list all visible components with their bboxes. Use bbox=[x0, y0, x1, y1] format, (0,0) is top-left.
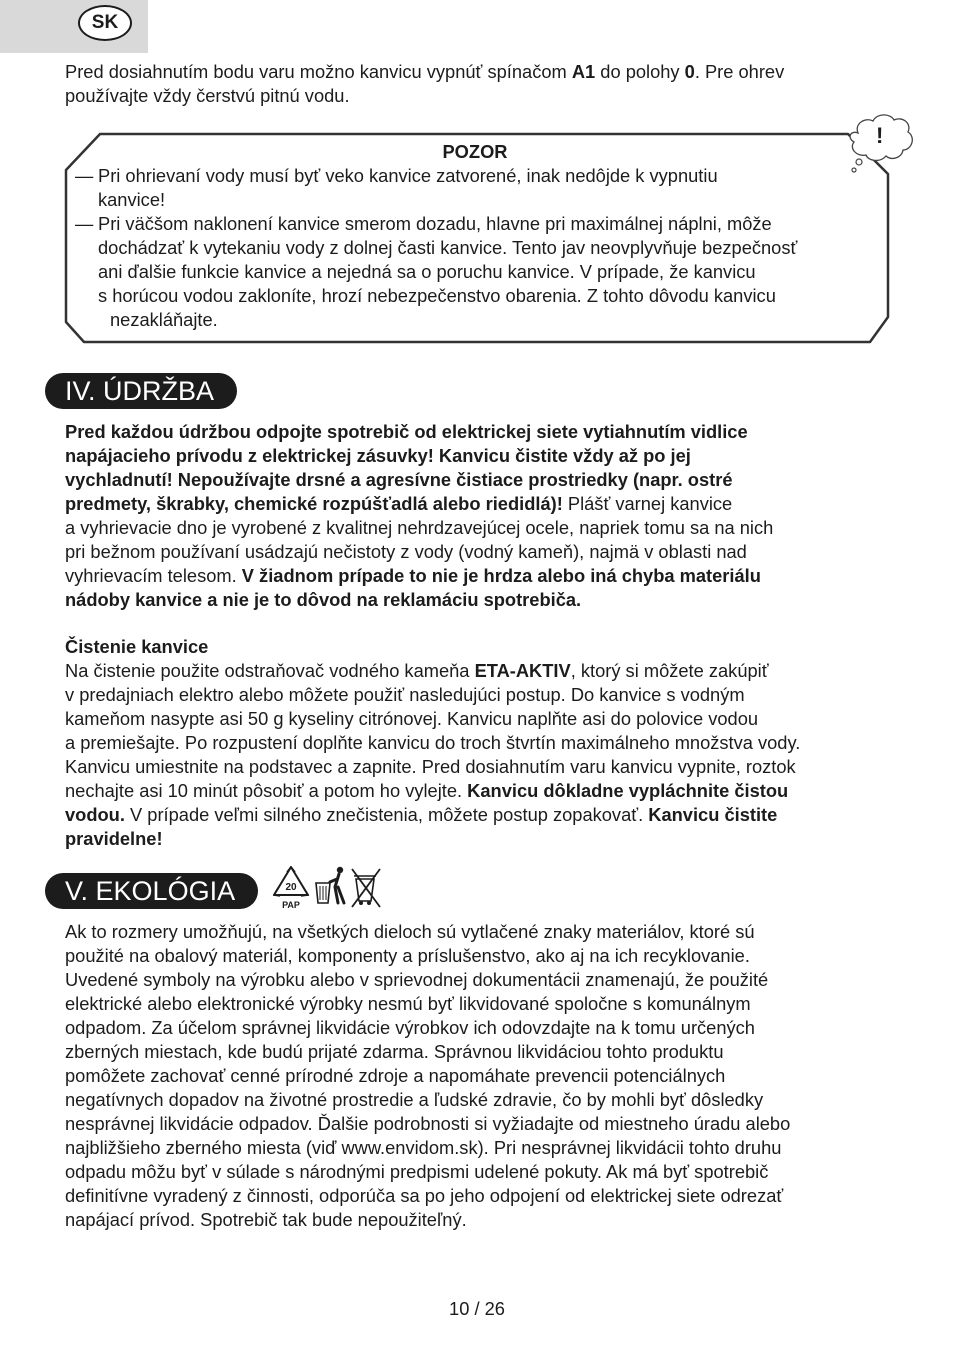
recycle-pap-icon bbox=[274, 867, 308, 910]
maintenance-bold-1: Pred každou údržbou odpojte spotrebič od elektrickej siete vytiahnutím vidlice bbox=[65, 421, 748, 442]
intro-text-2: do polohy bbox=[595, 61, 685, 82]
warning-item-1 bbox=[75, 164, 888, 212]
language-badge: SK bbox=[78, 5, 132, 41]
intro-text-1: Pred dosiahnutím bodu varu možno kanvicu vypnúť spínačom bbox=[65, 61, 572, 82]
warning-item-2-line-1: Pri väčšom naklonení kanvice smerom dozadu, hlavne pri maximálnej náplni, môže bbox=[98, 213, 772, 234]
ecology-line: elektrické alebo elektronické výrobky nesmú byť likvidované spoločne s komunálnym bbox=[65, 993, 751, 1014]
cleaning-text-7: V prípade veľmi silného znečistenia, môžete postup zopakovať. bbox=[124, 804, 649, 825]
switch-label: A1 bbox=[571, 61, 596, 82]
cleaning-paragraph bbox=[65, 635, 895, 851]
maintenance-paragraph bbox=[65, 420, 895, 612]
warning-item-2 bbox=[75, 212, 888, 332]
ecology-line: zberných miestach, kde budú prijaté zdarma. Správnou likvidáciou tohto produktu bbox=[65, 1041, 724, 1062]
recycle-material: PAP bbox=[282, 900, 300, 910]
cleaning-bold-7b: Kanvicu čistite bbox=[648, 804, 778, 825]
cleaning-line-3: kameňom nasypte asi 50 g kyseliny citrónovej. Kanvicu naplňte asi do polovice vodou bbox=[65, 708, 759, 729]
cleaning-bold-8: pravidelne! bbox=[65, 828, 163, 849]
ecology-line: pomôžete zachovať cenné prírodné zdroje a napomáhate prevencii potenciálnych bbox=[65, 1065, 726, 1086]
ecology-line: najbližšieho zberného miesta (viď www.envidom.sk). Pri nesprávnej likvidácii tohto druhu bbox=[65, 1137, 782, 1158]
cleaning-bold-6: Kanvicu dôkladne vypláchnite čistou bbox=[467, 780, 789, 801]
warning-item-2-line-2: dochádzať k vytekaniu vody z dolnej časti kanvice. Tento jav neovplyvňuje bezpečnosť bbox=[98, 237, 798, 258]
warning-item-1-line-1: Pri ohrievaní vody musí byť veko kanvice zatvorené, inak nedôjde k vypnutiu bbox=[98, 165, 718, 186]
cleaning-text-6: nechajte asi 10 minút pôsobiť a potom ho vylejte. bbox=[65, 780, 468, 801]
maintenance-bold-2: napájacieho prívodu z elektrickej zásuvky! Kanvicu čistite vždy až po jej bbox=[65, 445, 691, 466]
ecology-icons bbox=[272, 865, 384, 911]
cleaning-text-1b: , ktorý si môžete zakúpiť bbox=[570, 660, 769, 681]
maintenance-bold-8: nádoby kanvice a nie je to dôvod na reklamáciu spotrebiča. bbox=[65, 589, 582, 610]
crossed-wheelie-bin-icon bbox=[352, 869, 380, 907]
intro-line-2: používajte vždy čerstvú pitnú vodu. bbox=[65, 85, 350, 106]
warning-symbol: ! bbox=[876, 123, 884, 148]
maintenance-text-6: pri bežnom používaní usádzajú nečistoty z vody (vodný kameň), najmä v oblasti nad bbox=[65, 541, 747, 562]
ecology-line: negatívnych dopadov na životné prostredie a ľudské zdravie, čo by mohli byť dôsledky bbox=[65, 1089, 764, 1110]
cleaning-subheading: Čistenie kanvice bbox=[65, 636, 209, 657]
warning-item-2-line-4: s horúcou vodou zakloníte, hrozí nebezpečenstvo obarenia. Z tohto dôvodu kanvicu bbox=[98, 285, 776, 306]
ecology-line: použité na obalový materiál, komponenty a príslušenstvo, ako aj na ich recyklovanie. bbox=[65, 945, 750, 966]
warning-item-1-line-2: kanvice! bbox=[98, 189, 166, 210]
cleaning-line-4: a premiešajte. Po rozpustení doplňte kanvicu do troch štvrtín maximálneho množstva vody. bbox=[65, 732, 801, 753]
position-label: 0 bbox=[684, 61, 695, 82]
trash-person-icon bbox=[316, 867, 344, 903]
maintenance-bold-3: vychladnutí! Nepoužívajte drsné a agresívne čistiace prostriedky (napr. ostré bbox=[65, 469, 733, 490]
ecology-line: nesprávnej likvidácie odpadov. Ďalšie podrobnosti si vyžiadajte od miestneho úradu alebo bbox=[65, 1113, 791, 1134]
warning-title: POZOR bbox=[442, 141, 508, 162]
ecology-line: Uvedené symboly na výrobku alebo v sprievodnej dokumentácii znamenajú, že použité bbox=[65, 969, 769, 990]
cleaning-bold-7: vodou. bbox=[65, 804, 125, 825]
warning-item-2-line-3: ani ďalšie funkcie kanvice a nejedná sa o poruchu kanvice. V prípade, že kanvicu bbox=[98, 261, 756, 282]
ecology-line: napájací prívod. Spotrebič tak bude nepoužiteľný. bbox=[65, 1209, 467, 1230]
ecology-line: odpadu môžu byť v súlade s národnými predpismi udelené pokuty. Ak má byť spotrebič bbox=[65, 1161, 769, 1182]
cleaning-line-2: v predajniach elektro alebo môžete použiť nasledujúci postup. Do kanvice s vodným bbox=[65, 684, 745, 705]
ecology-line: definitívne vyradený z činnosti, odporúča sa po jeho odpojení od elektrickej siete odrezať bbox=[65, 1185, 784, 1206]
maintenance-bold-4: predmety, škrabky, chemické rozpúšťadlá alebo riedidlá)! bbox=[65, 493, 563, 514]
section-heading-ecology: V. EKOLÓGIA bbox=[45, 873, 258, 909]
cleaning-text-1: Na čistenie použite odstraňovač vodného kameňa bbox=[65, 660, 475, 681]
intro-text-3: . Pre ohrev bbox=[694, 61, 785, 82]
warning-item-2-line-5: nezakláňajte. bbox=[110, 309, 218, 330]
section-heading-maintenance: IV. ÚDRŽBA bbox=[45, 373, 237, 409]
warning-dash: — bbox=[75, 213, 94, 234]
maintenance-text-5: a vyhrievacie dno je vyrobené z kvalitnej nehrdzavejúcej ocele, napriek tomu sa na nich bbox=[65, 517, 774, 538]
cleaning-line-5: Kanvicu umiestnite na podstavec a zapnite. Pred dosiahnutím varu kanvicu vypnite, roztok bbox=[65, 756, 796, 777]
product-name: ETA-AKTIV bbox=[474, 660, 571, 681]
maintenance-text-7: vyhrievacím telesom. bbox=[65, 565, 242, 586]
ecology-paragraph bbox=[65, 920, 895, 1232]
warning-dash: — bbox=[75, 165, 94, 186]
ecology-line: odpadom. Za účelom správnej likvidácie výrobkov ich odovzdajte na k tomu určených bbox=[65, 1017, 755, 1038]
ecology-line: Ak to rozmery umožňujú, na všetkých dieloch sú vytlačené znaky materiálov, ktoré sú bbox=[65, 921, 755, 942]
maintenance-bold-7: V žiadnom prípade to nie je hrdza alebo iná chyba materiálu bbox=[241, 565, 761, 586]
recycle-code: 20 bbox=[285, 882, 297, 893]
intro-paragraph bbox=[65, 60, 895, 108]
maintenance-text-4: Plášť varnej kanvice bbox=[562, 493, 733, 514]
page-number: 10 / 26 bbox=[449, 1298, 505, 1319]
